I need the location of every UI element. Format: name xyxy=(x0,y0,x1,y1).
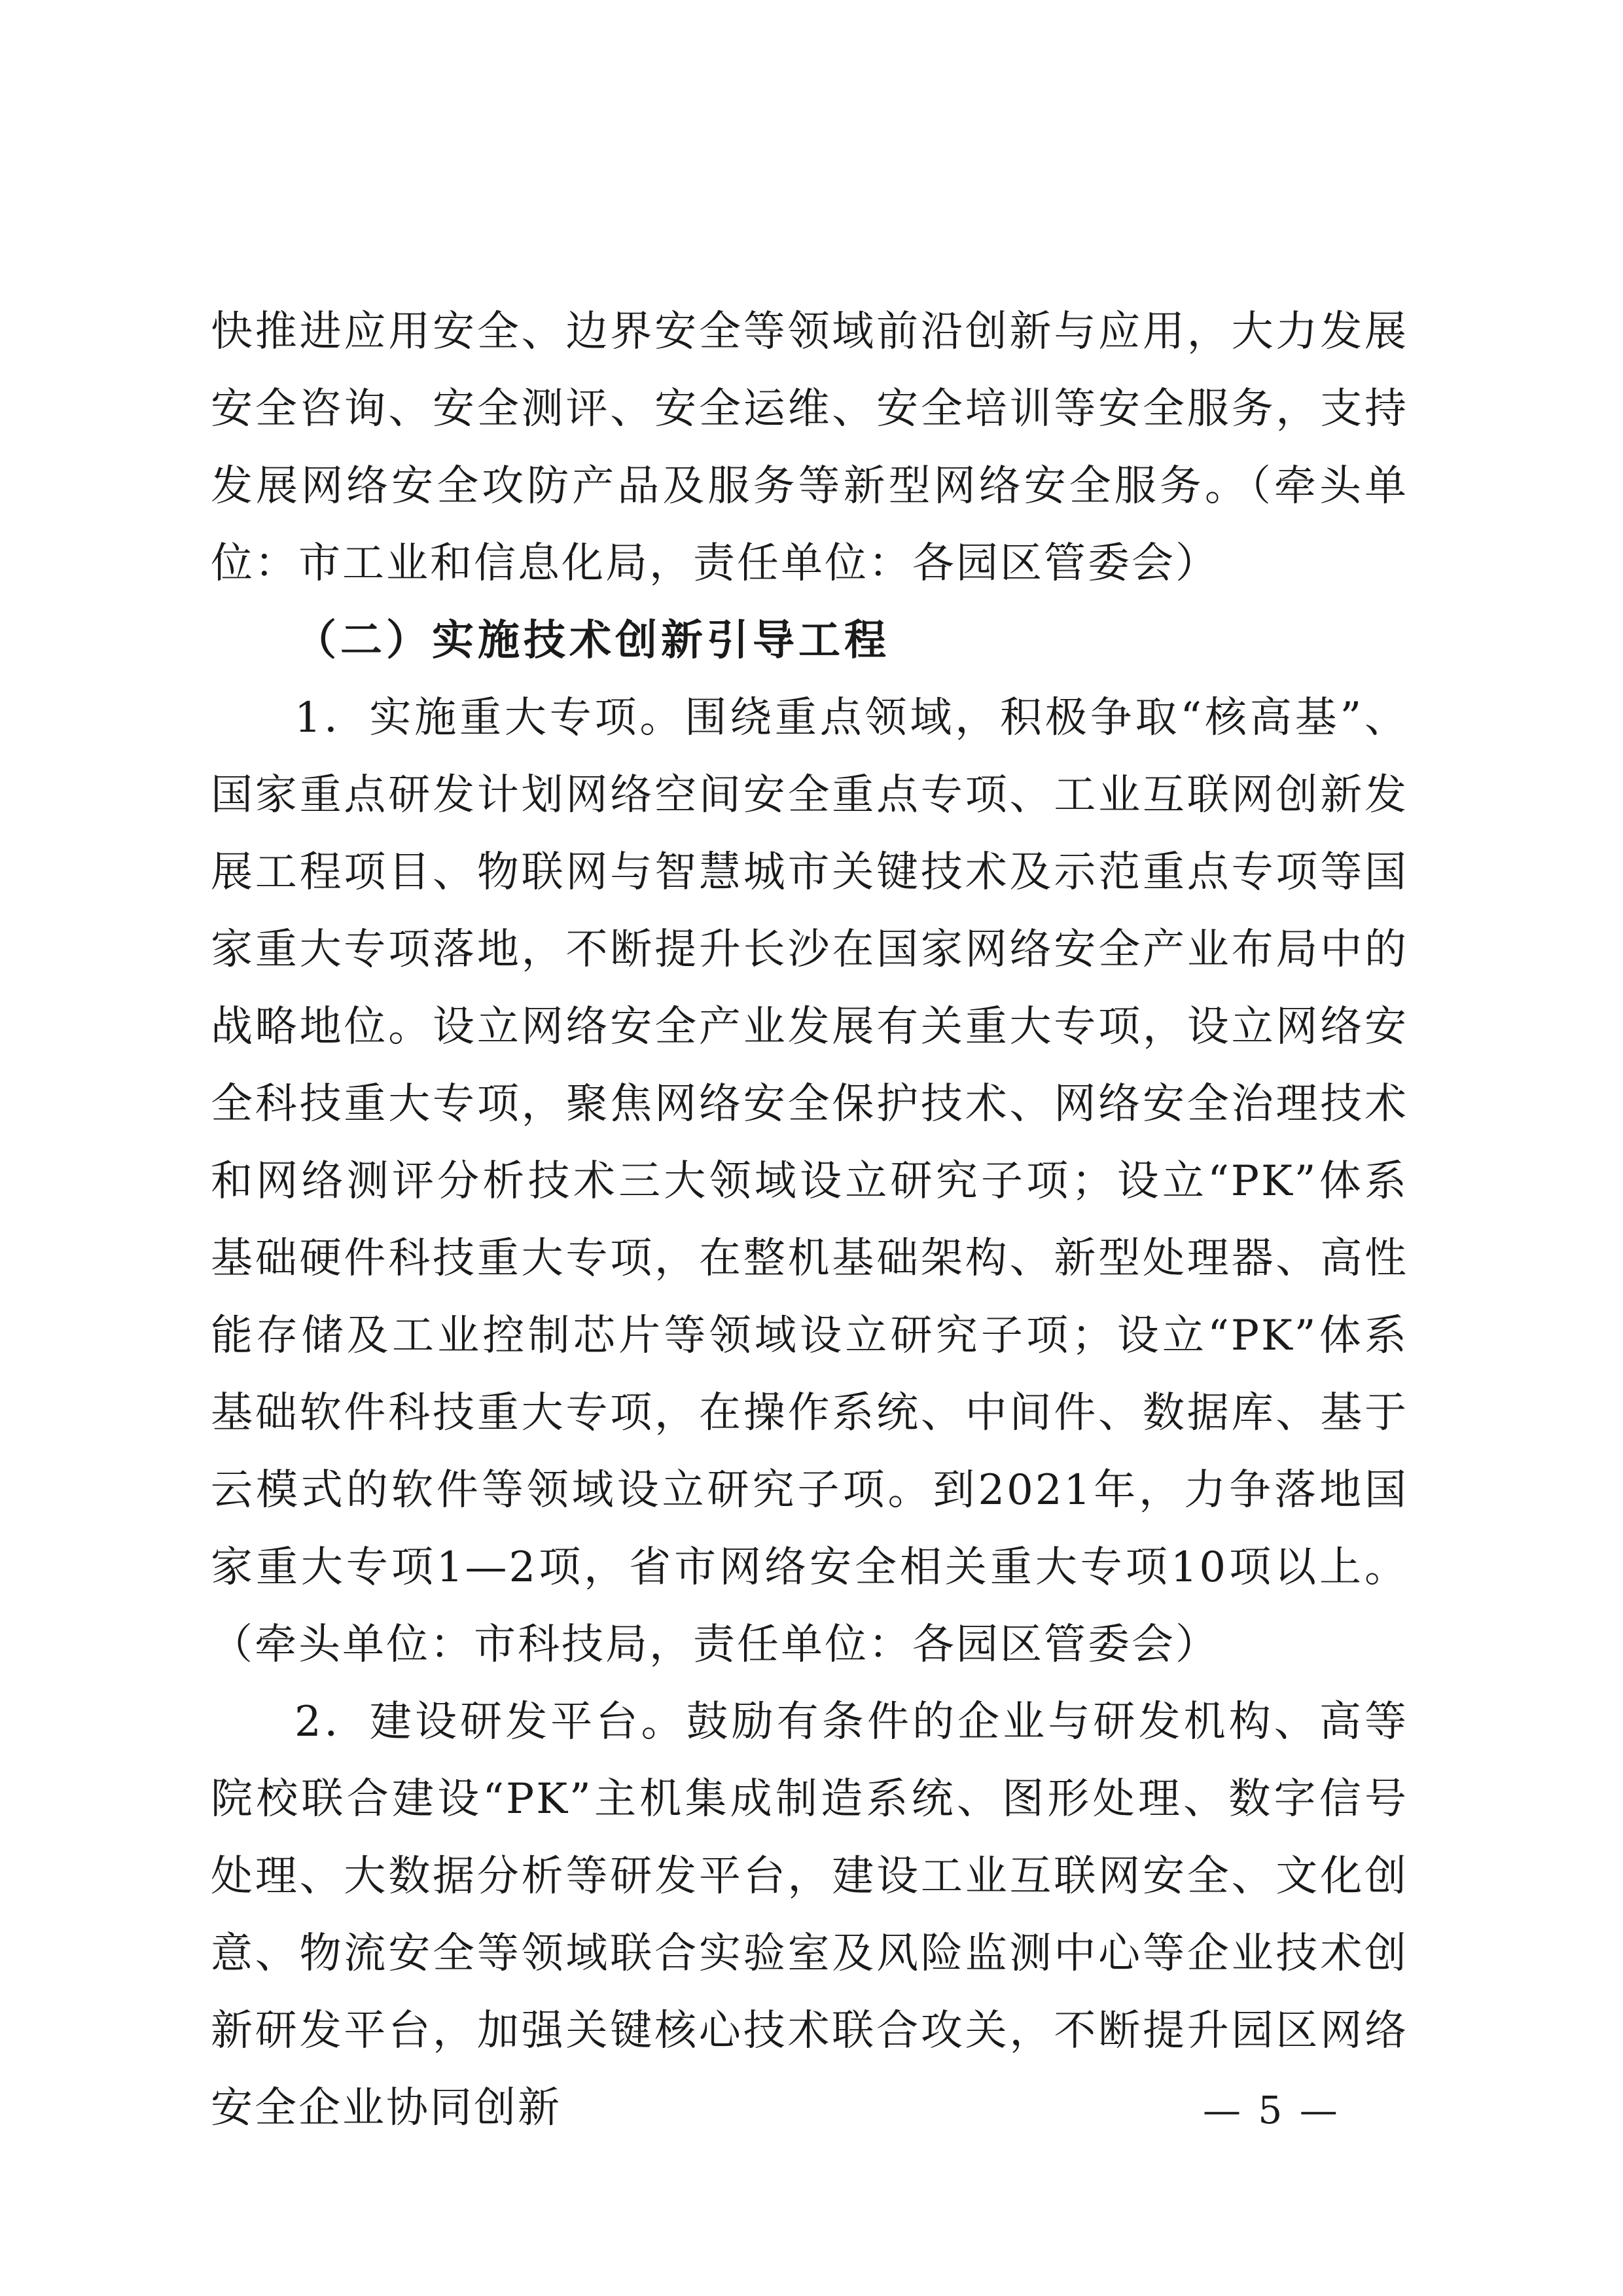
page-number: — 5 — xyxy=(1203,2088,1340,2132)
item-2-paragraph: 2．建设研发平台。鼓励有条件的企业与研发机构、高等院校联合建设“PK”主机集成制造系统、图形处理、数字信号处理、大数据分析等研发平台，建设工业互联网安全、文化创意、物流安全等领域联合实验室及风险监测中心等企业技术创新研发平台，加强关键核心技术联合攻关，不断提升园区网络安全企业协同创新 xyxy=(211,1698,1408,2132)
item-1-paragraph: 1．实施重大专项。围绕重点领域，积极争取“核高基”、国家重点研发计划网络空间安全重点专项、工业互联网创新发展工程项目、物联网与智慧城市关键技术及示范重点专项等国家重大专项落地，不断提升长沙在国家网络安全产业布局中的战略地位。设立网络安全产业发展有关重大专项，设立网络安全科技重大专项，聚焦网络安全保护技术、网络安全治理技术和网络测评分析技术三大领域设立研究子项；设立“PK”体系基础硬件科技重大专项，在整机基础架构、新型处理器、高性能存储及工业控制芯片等领域设立研究子项；设立“PK”体系基础软件科技重大专项，在操作系统、中间件、数据库、基于云模式的软件等领域设立研究子项。到2021年，力争落地国家重大专项1—2项，省市网络安全相关重大专项10项以上。（牵头单位：市科技局，责任单位：各园区管委会） xyxy=(211,694,1408,1669)
document-body xyxy=(211,293,1408,2147)
continuation-paragraph: 快推进应用安全、边界安全等领域前沿创新与应用，大力发展安全咨询、安全测评、安全运维、安全培训等安全服务，支持发展网络安全攻防产品及服务等新型网络安全服务。（牵头单位：市工业和信息化局，责任单位：各园区管委会） xyxy=(211,308,1408,588)
section-heading: （二）实施技术创新引导工程 xyxy=(294,616,890,665)
